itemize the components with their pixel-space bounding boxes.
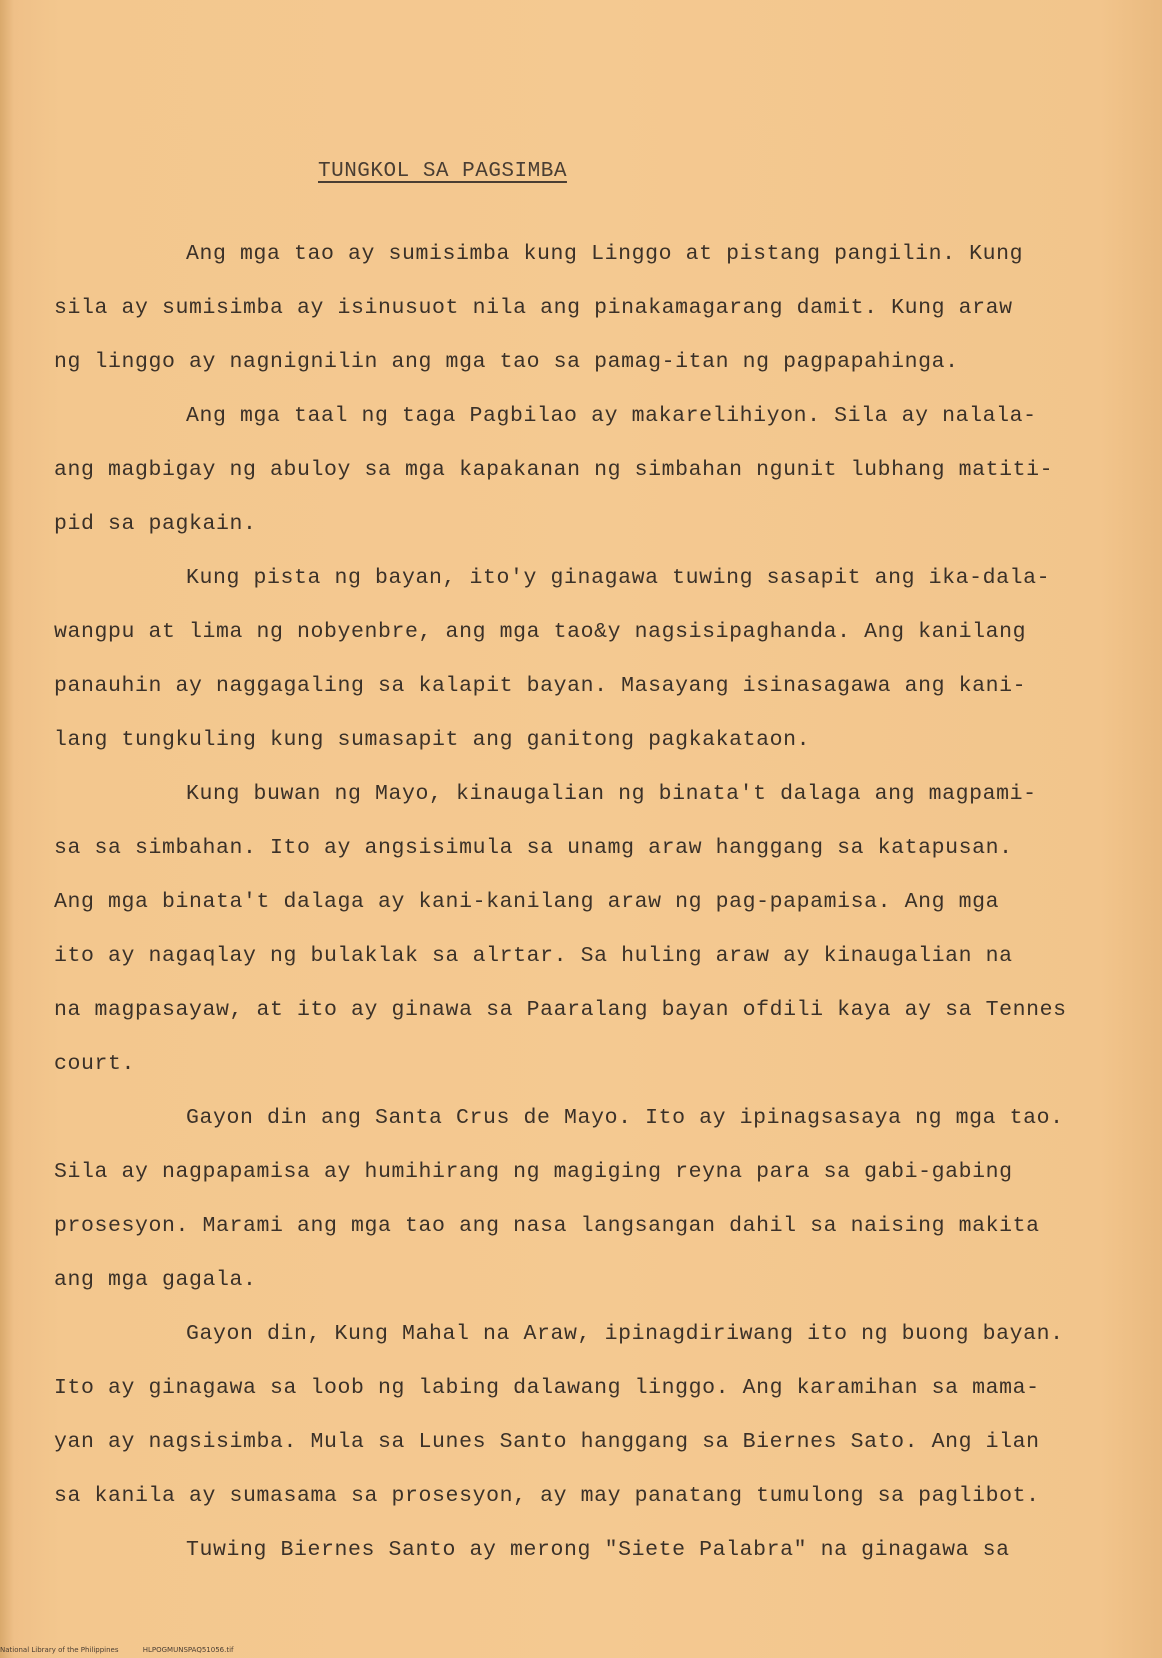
- text-line: Ang mga binata't dalaga ay kani-kanilang araw ng pag-papamisa. Ang mga: [54, 890, 1000, 914]
- text-line: prosesyon. Marami ang mga tao ang nasa langsangan dahil sa naising makita: [54, 1214, 1040, 1238]
- text-line: panauhin ay naggagaling sa kalapit bayan. Masayang isinasagawa ang kani-: [54, 674, 1027, 698]
- text-line: Gayon din ang Santa Crus de Mayo. Ito ay ipinagsasaya ng mga tao.: [186, 1106, 1064, 1130]
- text-line: ang mga gagala.: [54, 1268, 257, 1292]
- text-line: wangpu at lima ng nobyenbre, ang mga tao&y nagsisipaghanda. Ang kanilang: [54, 620, 1027, 644]
- text-line: court.: [54, 1052, 136, 1076]
- text-line: ito ay nagaqlay ng bulaklak sa alrtar. Sa huling araw ay kinaugalian na: [54, 944, 1013, 968]
- text-line: Kung pista ng bayan, ito'y ginagawa tuwing sasapit ang ika-dala-: [186, 566, 1051, 590]
- text-line: Tuwing Biernes Santo ay merong "Siete Palabra" na ginagawa sa: [186, 1538, 1010, 1562]
- text-line: Kung buwan ng Mayo, kinaugalian ng binata't dalaga ang magpami-: [186, 782, 1037, 806]
- text-line: Gayon din, Kung Mahal na Araw, ipinagdiriwang ito ng buong bayan.: [186, 1322, 1064, 1346]
- library-credit: National Library of the Philippines: [0, 1646, 119, 1654]
- text-line: sa sa simbahan. Ito ay angsisimula sa unamg araw hanggang sa katapusan.: [54, 836, 1013, 860]
- text-line: sila ay sumisimba ay isinusuot nila ang pinakamagarang damit. Kung araw: [54, 296, 1013, 320]
- text-line: Ang mga taal ng taga Pagbilao ay makarelihiyon. Sila ay nalala-: [186, 404, 1037, 428]
- text-line: pid sa pagkain.: [54, 512, 257, 536]
- text-line: Ito ay ginagawa sa loob ng labing dalawang linggo. Ang karamihan sa mama-: [54, 1376, 1040, 1400]
- text-line: ng linggo ay nagnignilin ang mga tao sa pamag-itan ng pagpapahinga.: [54, 350, 959, 374]
- text-line: Sila ay nagpapamisa ay humihirang ng magiging reyna para sa gabi-gabing: [54, 1160, 1013, 1184]
- document-title: TUNGKOL SA PAGSIMBA: [318, 160, 567, 183]
- text-line: lang tungkuling kung sumasapit ang ganitong pagkakataon.: [54, 728, 811, 752]
- scan-footer: [0, 1646, 234, 1654]
- text-line: yan ay nagsisimba. Mula sa Lunes Santo hanggang sa Biernes Sato. Ang ilan: [54, 1430, 1040, 1454]
- text-line: Ang mga tao ay sumisimba kung Linggo at pistang pangilin. Kung: [186, 242, 1024, 266]
- text-line: na magpasayaw, at ito ay ginawa sa Paaralang bayan ofdili kaya ay sa Tennes: [54, 998, 1067, 1022]
- file-identifier: HLPOGMUNSPAQ51056.tif: [142, 1646, 234, 1654]
- text-line: sa kanila ay sumasama sa prosesyon, ay may panatang tumulong sa paglibot.: [54, 1484, 1040, 1508]
- text-line: ang magbigay ng abuloy sa mga kapakanan ng simbahan ngunit lubhang matiti-: [54, 458, 1054, 482]
